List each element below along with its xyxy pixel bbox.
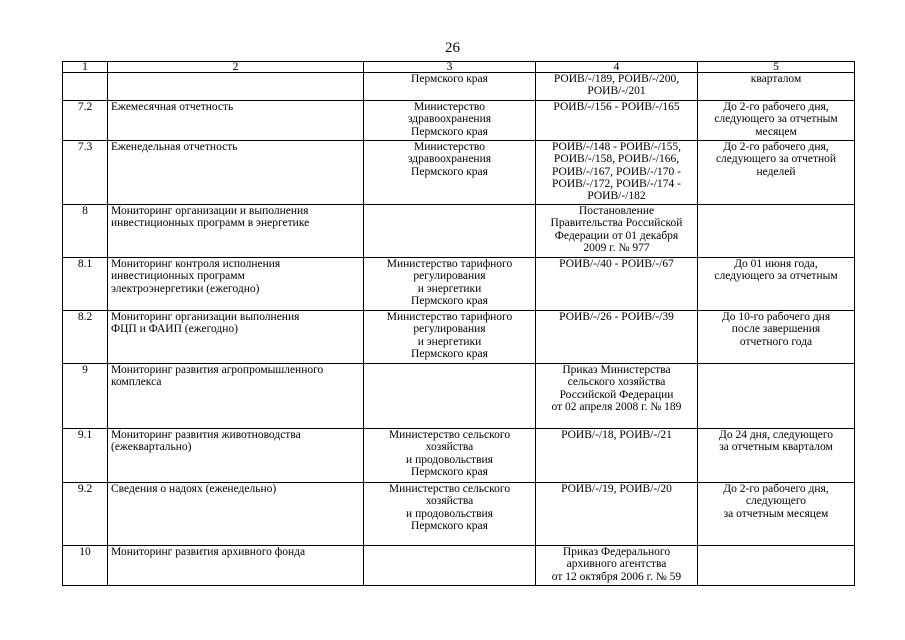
column-number-row [63,62,855,73]
table-row [63,483,855,546]
row-number: 8 [63,205,108,258]
row-responsible: Пермского края [364,73,536,101]
column-number: 3 [364,62,536,73]
row-number: 9.1 [63,429,108,483]
column-number: 4 [536,62,698,73]
row-name: Мониторинг организации и выполнения инвестиционных программ в энергетике [108,205,364,258]
row-responsible: Министерство здравоохранения Пермского края [364,101,536,141]
monitoring-table [62,61,855,586]
column-number: 2 [108,62,364,73]
table-row [63,546,855,586]
table-row [63,429,855,483]
row-number: 7.3 [63,141,108,205]
page-number: 26 [445,40,460,56]
row-forms: РОИВ/-/148 - РОИВ/-/155, РОИВ/-/158, РОИВ/-/166, РОИВ/-/167, РОИВ/-/170 - РОИВ/-/172, РОИВ/-/174 - РОИВ/-/182 [536,141,698,205]
row-forms: Приказ Федерального архивного агентства от 12 октября 2006 г. № 59 [536,546,698,586]
row-number [63,73,108,101]
row-forms: Приказ Министерства сельского хозяйства Российской Федерации от 02 апреля 2008 г. № 189 [536,364,698,429]
row-deadline: До 2-го рабочего дня, следующего за отчетной неделей [698,141,855,205]
column-number: 5 [698,62,855,73]
row-deadline: До 10-го рабочего дня после завершения отчетного года [698,311,855,364]
row-name: Мониторинг организации выполнения ФЦП и ФАИП (ежегодно) [108,311,364,364]
row-forms: Постановление Правительства Российской Федерации от 01 декабря 2009 г. № 977 [536,205,698,258]
row-name: Сведения о надоях (еженедельно) [108,483,364,546]
row-responsible: Министерство здравоохранения Пермского края [364,141,536,205]
row-forms: РОИВ/-/40 - РОИВ/-/67 [536,258,698,311]
row-number: 8.2 [63,311,108,364]
row-number: 8.1 [63,258,108,311]
table-row [63,258,855,311]
table-row [63,73,855,101]
column-number: 1 [63,62,108,73]
table-row [63,311,855,364]
row-name: Мониторинг развития агропромышленного комплекса [108,364,364,429]
row-deadline [698,546,855,586]
row-responsible: Министерство тарифного регулирования и энергетики Пермского края [364,311,536,364]
row-responsible: Министерство сельского хозяйства и продовольствия Пермского края [364,483,536,546]
row-deadline: До 2-го рабочего дня, следующего за отчетным месяцем [698,101,855,141]
row-deadline: кварталом [698,73,855,101]
row-responsible [364,364,536,429]
row-number: 9 [63,364,108,429]
row-forms: РОИВ/-/156 - РОИВ/-/165 [536,101,698,141]
row-name: Мониторинг контроля исполнения инвестиционных программ электроэнергетики (ежегодно) [108,258,364,311]
row-name [108,73,364,101]
row-number: 10 [63,546,108,586]
table-row [63,101,855,141]
row-name: Мониторинг развития архивного фонда [108,546,364,586]
row-forms: РОИВ/-/18, РОИВ/-/21 [536,429,698,483]
row-forms: РОИВ/-/19, РОИВ/-/20 [536,483,698,546]
table-row [63,141,855,205]
row-deadline: До 2-го рабочего дня, следующего за отчетным месяцем [698,483,855,546]
row-responsible: Министерство сельского хозяйства и продовольствия Пермского края [364,429,536,483]
row-name: Еженедельная отчетность [108,141,364,205]
row-deadline: До 24 дня, следующего за отчетным кварталом [698,429,855,483]
table-row [63,205,855,258]
row-forms: РОИВ/-/189, РОИВ/-/200, РОИВ/-/201 [536,73,698,101]
row-deadline [698,364,855,429]
row-responsible: Министерство тарифного регулирования и энергетики Пермского края [364,258,536,311]
row-deadline: До 01 июня года, следующего за отчетным [698,258,855,311]
row-name: Мониторинг развития животноводства (ежеквартально) [108,429,364,483]
row-responsible [364,546,536,586]
row-name: Ежемесячная отчетность [108,101,364,141]
row-number: 7.2 [63,101,108,141]
row-forms: РОИВ/-/26 - РОИВ/-/39 [536,311,698,364]
row-deadline [698,205,855,258]
row-responsible [364,205,536,258]
row-number: 9.2 [63,483,108,546]
table-row [63,364,855,429]
